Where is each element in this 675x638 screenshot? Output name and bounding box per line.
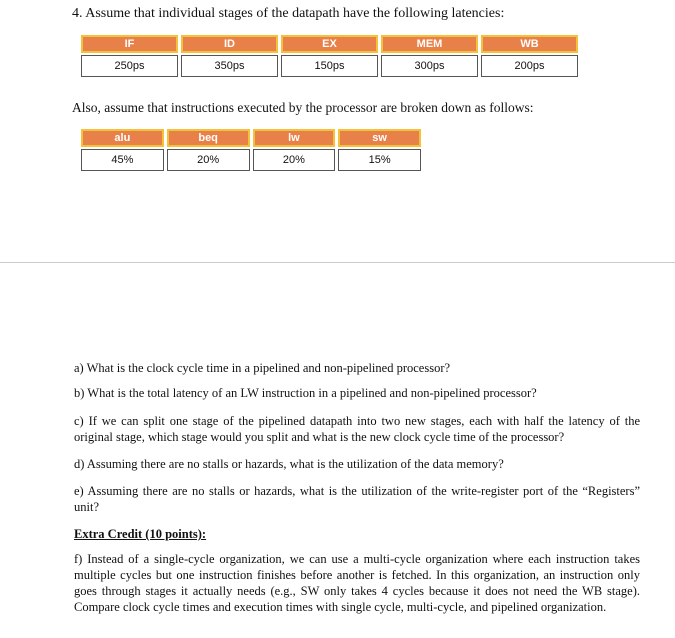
header-ex: EX — [281, 35, 378, 53]
question-c: c) If we can split one stage of the pipelined datapath into two new stages, each with half the latency of the original stage, which stage would you split and what is the new clock cycle time of the processor? — [74, 414, 640, 444]
also-text: Also, assume that instructions executed by the processor are broken down as follows: — [72, 100, 534, 115]
question-title: 4. Assume that individual stages of the datapath have the following latencies: — [72, 6, 505, 21]
header-if: IF — [81, 35, 178, 53]
mix-beq: 20% — [167, 149, 250, 171]
latency-if: 250ps — [81, 55, 178, 77]
extra-credit-heading: Extra Credit (10 points): — [74, 527, 207, 541]
header-sw: sw — [338, 129, 421, 147]
latency-wb: 200ps — [481, 55, 578, 77]
question-f: f) Instead of a single-cycle organization, we can use a multi-cycle organization where each instruction takes multiple cycles but one instruction finishes before another is fetched. In this organization, an instruction only goes through stages it actually needs (e.g., SW only takes 4 cycles because it does not need the WB stage). Compare clock cycle times and execution times with single cycle, multi-cycle, and pipelined organization. — [74, 552, 640, 614]
header-lw: lw — [253, 129, 336, 147]
header-alu: alu — [81, 129, 164, 147]
question-d: d) Assuming there are no stalls or hazards, what is the utilization of the data memory? — [74, 457, 504, 471]
latency-mem: 300ps — [381, 55, 478, 77]
mix-alu: 45% — [81, 149, 164, 171]
mix-lw: 20% — [253, 149, 336, 171]
instruction-mix-table — [78, 127, 424, 173]
latency-id: 350ps — [181, 55, 278, 77]
header-mem: MEM — [381, 35, 478, 53]
latency-ex: 150ps — [281, 55, 378, 77]
header-wb: WB — [481, 35, 578, 53]
question-a: a) What is the clock cycle time in a pipelined and non-pipelined processor? — [74, 361, 451, 375]
latency-table — [78, 33, 581, 79]
question-e: e) Assuming there are no stalls or hazards, what is the utilization of the write-register port of the “Registers” unit? — [74, 484, 640, 514]
header-id: ID — [181, 35, 278, 53]
page-divider — [0, 262, 675, 263]
mix-sw: 15% — [338, 149, 421, 171]
question-b: b) What is the total latency of an LW instruction in a pipelined and non-pipelined processor? — [74, 386, 537, 400]
header-beq: beq — [167, 129, 250, 147]
